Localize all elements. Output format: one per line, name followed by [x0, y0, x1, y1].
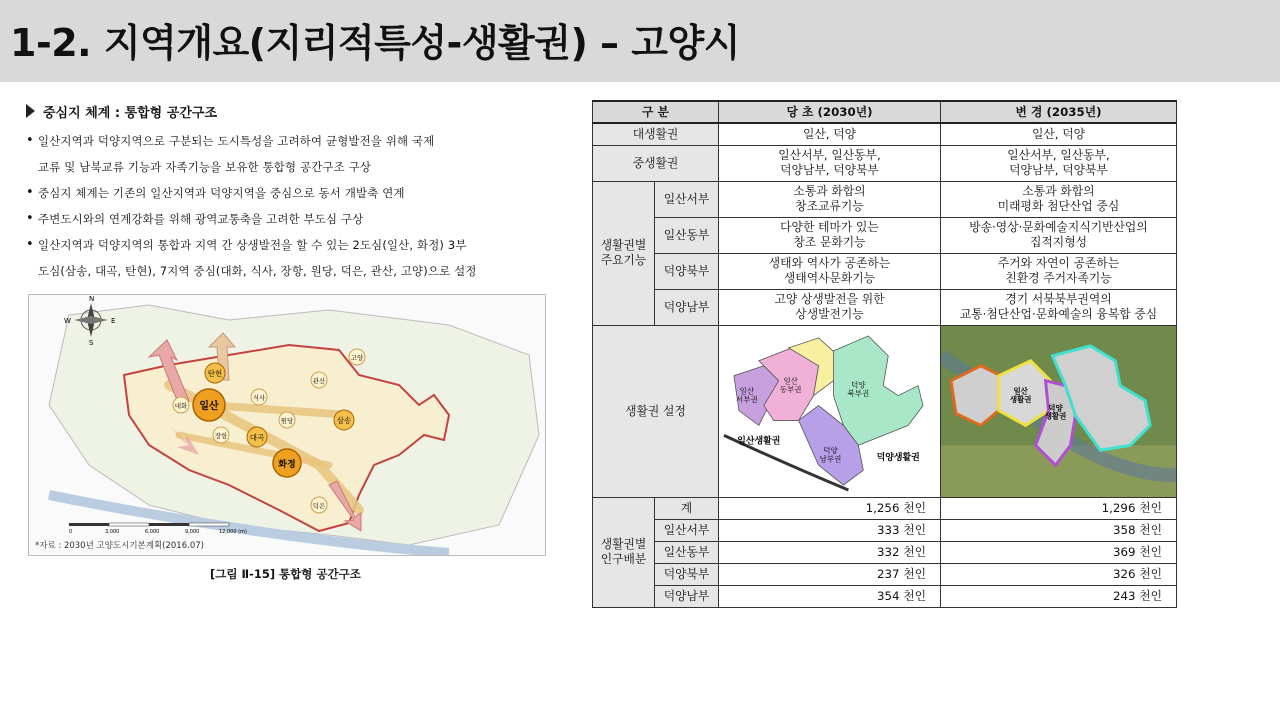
row-label: 계 — [655, 497, 719, 519]
svg-text:대화: 대화 — [174, 402, 188, 410]
triangle-bullet-icon — [26, 104, 35, 118]
table-row — [593, 585, 1177, 607]
zone-map-original-graphic — [719, 326, 940, 497]
zone-label: 덕양 생활권 — [1044, 403, 1067, 421]
header-category: 구 분 — [593, 101, 719, 123]
svg-text:E: E — [111, 317, 116, 325]
bullet-text-cont: 도심(삼송, 대곡, 탄현), 7지역 중심(대화, 식사, 장항, 원당, 덕은, 관산, 고양)으로 설정 — [38, 264, 477, 278]
bullet-item — [26, 206, 556, 232]
svg-text:S: S — [89, 339, 94, 347]
table-row — [593, 325, 1177, 497]
zone-map-changed — [941, 325, 1177, 497]
zone-map-changed-graphic — [941, 326, 1176, 497]
table-header-row — [593, 101, 1177, 123]
zone-label: 덕양생활권 — [876, 452, 920, 463]
zone-label: 일산 생활권 — [1009, 386, 1032, 404]
row-label: 덕양남부 — [655, 585, 719, 607]
bullet-text: 주변도시와의 연계강화를 위해 광역교통축을 고려한 부도심 구상 — [38, 212, 364, 226]
header-changed: 변 경 (2035년) — [941, 101, 1177, 123]
center-major-hwajeong — [273, 449, 301, 477]
group-label-population: 생활권별 인구배분 — [593, 497, 655, 607]
map-graphic — [29, 295, 546, 556]
section-heading — [26, 100, 556, 122]
row-label: 일산서부 — [655, 519, 719, 541]
svg-text:N: N — [89, 295, 95, 303]
cell-changed: 1,296 천인 — [941, 497, 1177, 519]
scale-bar — [69, 523, 247, 535]
zone-label: 일산생활권 — [737, 435, 781, 446]
table-row — [593, 123, 1177, 145]
left-panel — [26, 100, 556, 284]
bullet-text: 일산지역과 덕양지역의 통합과 지역 간 상생발전을 할 수 있는 2도심(일산, 화정) 3부 — [38, 238, 467, 252]
svg-text:6,000: 6,000 — [145, 529, 160, 535]
living-zone-table — [592, 100, 1177, 608]
cell-original: 소통과 화합의 창조교류기능 — [719, 181, 941, 217]
cell-original: 고양 상생발전을 위한 상생발전기능 — [719, 289, 941, 325]
table-row — [593, 563, 1177, 585]
bullet-item — [26, 180, 556, 206]
svg-text:12,000 (m): 12,000 (m) — [219, 529, 247, 535]
header-original: 당 초 (2030년) — [719, 101, 941, 123]
group-label-functions: 생활권별 주요기능 — [593, 181, 655, 325]
section-heading-text: 중심지 체계 : 통합형 공간구조 — [43, 105, 217, 121]
row-label: 덕양북부 — [655, 253, 719, 289]
table-row — [593, 289, 1177, 325]
svg-text:원당: 원당 — [280, 417, 294, 425]
table-row — [593, 145, 1177, 181]
cell-changed: 326 천인 — [941, 563, 1177, 585]
zone-map-original — [719, 325, 941, 497]
row-label: 대생활권 — [593, 123, 719, 145]
region-label: 덕양 북부권 — [847, 380, 870, 398]
cell-original: 332 천인 — [719, 541, 941, 563]
svg-text:덕은: 덕은 — [312, 502, 326, 510]
svg-text:관산: 관산 — [312, 377, 326, 385]
row-label: 일산서부 — [655, 181, 719, 217]
cell-changed: 243 천인 — [941, 585, 1177, 607]
svg-text:탄현: 탄현 — [207, 369, 223, 378]
cell-changed: 일산, 덕양 — [941, 123, 1177, 145]
bullet-item — [26, 128, 556, 180]
center-major-ilsan — [193, 389, 225, 421]
bullet-text: 중심지 체계는 기존의 일산지역과 덕양지역을 중심으로 동서 개발축 연계 — [38, 186, 405, 200]
svg-text:식사: 식사 — [252, 394, 266, 402]
svg-text:화정: 화정 — [278, 460, 296, 470]
table-row — [593, 497, 1177, 519]
cell-original: 237 천인 — [719, 563, 941, 585]
table-row — [593, 541, 1177, 563]
bullet-text: 일산지역과 덕양지역으로 구분되는 도시특성을 고려하여 균형발전을 위해 국제 — [38, 134, 435, 148]
figure-caption: [그림 Ⅱ-15] 통합형 공간구조 — [210, 567, 361, 581]
svg-text:9,000: 9,000 — [185, 529, 200, 535]
cell-changed: 방송·영상·문화예술지식기반산업의 집적지형성 — [941, 217, 1177, 253]
map-source: *자료 : 2030년 고양도시기본계획(2016.07) — [35, 541, 204, 551]
svg-text:일산: 일산 — [199, 401, 219, 412]
row-label: 생활권 설정 — [593, 325, 719, 497]
page-title: 1-2. 지역개요(지리적특성-생활권) – 고양시 — [10, 21, 740, 65]
table-row — [593, 217, 1177, 253]
svg-text:대곡: 대곡 — [249, 433, 265, 442]
row-label: 덕양남부 — [655, 289, 719, 325]
cell-original: 1,256 천인 — [719, 497, 941, 519]
center-sub-tanhyeon — [205, 363, 225, 383]
cell-original: 354 천인 — [719, 585, 941, 607]
cell-changed: 358 천인 — [941, 519, 1177, 541]
cell-original: 생태와 역사가 공존하는 생태역사문화기능 — [719, 253, 941, 289]
svg-text:0: 0 — [69, 529, 73, 535]
row-label: 중생활권 — [593, 145, 719, 181]
center-sub-samsong — [334, 410, 354, 430]
bullet-list — [26, 128, 556, 284]
svg-text:3,000: 3,000 — [105, 529, 120, 535]
region-label: 일산 동부권 — [779, 376, 802, 394]
cell-original: 다양한 테마가 있는 창조 문화기능 — [719, 217, 941, 253]
row-label: 덕양북부 — [655, 563, 719, 585]
svg-text:고양: 고양 — [350, 354, 364, 362]
title-bar — [0, 0, 1280, 82]
cell-original: 333 천인 — [719, 519, 941, 541]
svg-text:W: W — [64, 317, 71, 325]
region-label: 덕양 남부권 — [819, 445, 842, 463]
region-label: 일산 서부권 — [736, 386, 758, 404]
table-row — [593, 181, 1177, 217]
table-row — [593, 519, 1177, 541]
svg-text:장항: 장항 — [214, 432, 228, 440]
cell-changed: 경기 서북북부권역의 교통·첨단산업·문화예술의 융복합 중심 — [941, 289, 1177, 325]
row-label: 일산동부 — [655, 541, 719, 563]
table-row — [593, 253, 1177, 289]
cell-original: 일산, 덕양 — [719, 123, 941, 145]
cell-changed: 일산서부, 일산동부, 덕양남부, 덕양북부 — [941, 145, 1177, 181]
cell-original: 일산서부, 일산동부, 덕양남부, 덕양북부 — [719, 145, 941, 181]
cell-changed: 주거와 자연이 공존하는 친환경 주거자족기능 — [941, 253, 1177, 289]
cell-changed: 소통과 화합의 미래평화 첨단산업 중심 — [941, 181, 1177, 217]
bullet-text-cont: 교류 및 남북교류 기능과 자족기능을 보유한 통합형 공간구조 구상 — [38, 160, 372, 174]
row-label: 일산동부 — [655, 217, 719, 253]
center-sub-daegok — [247, 427, 267, 447]
spatial-structure-map — [28, 294, 546, 556]
cell-changed: 369 천인 — [941, 541, 1177, 563]
svg-text:삼송: 삼송 — [336, 416, 352, 425]
right-panel — [592, 100, 1176, 608]
bullet-item — [26, 232, 556, 284]
